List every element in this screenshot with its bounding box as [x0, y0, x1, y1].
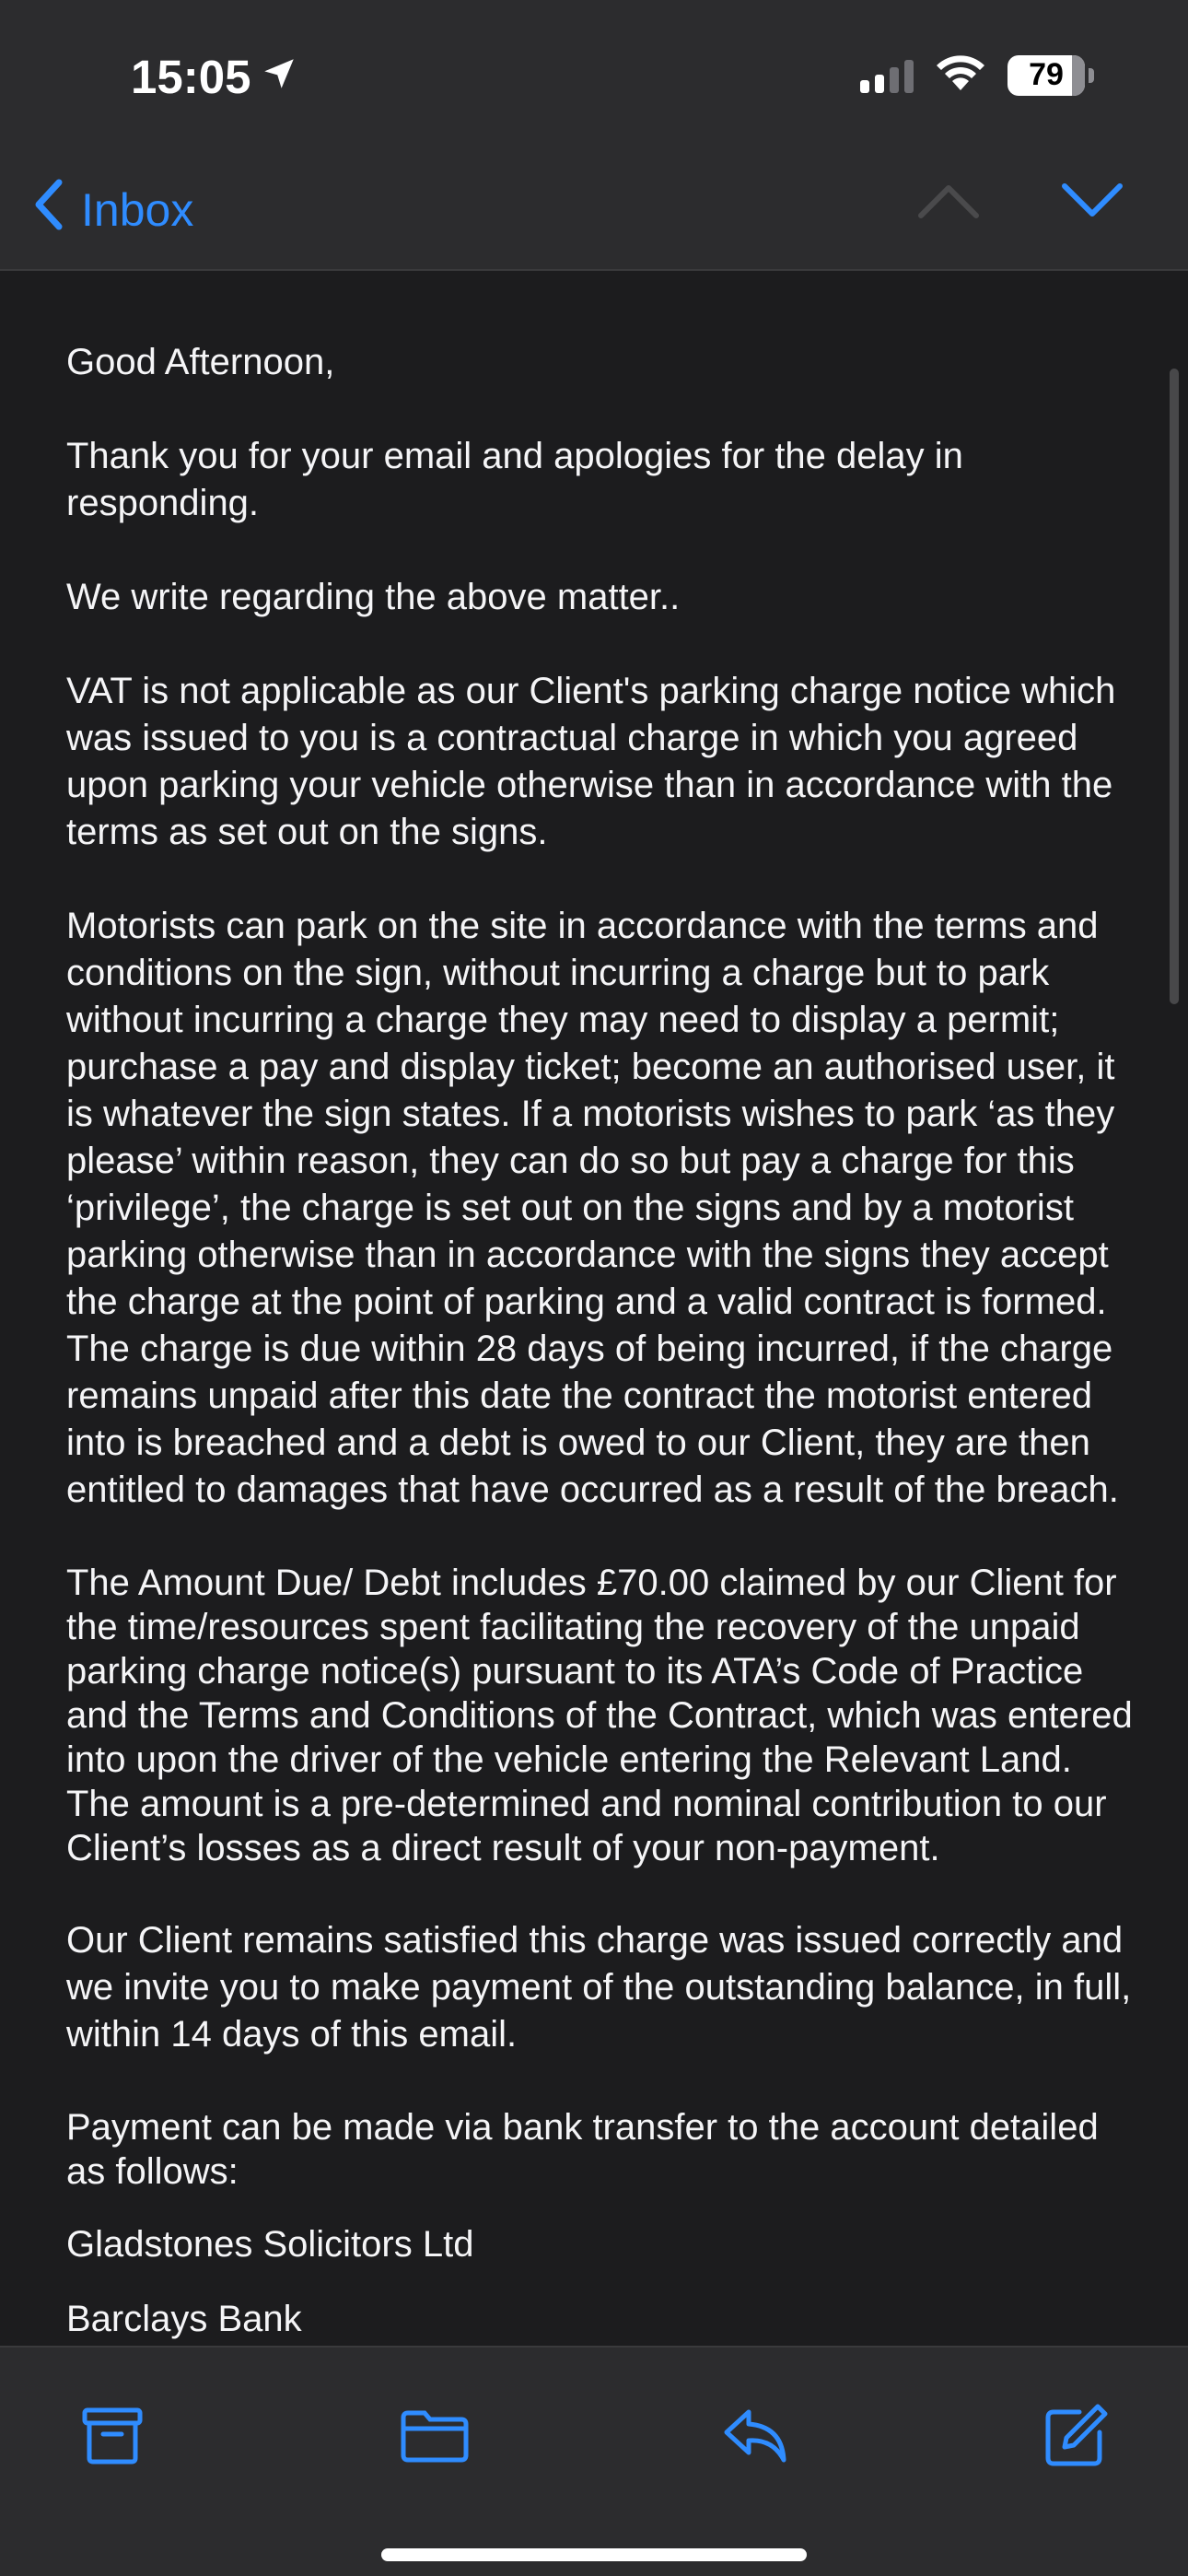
- email-paragraph: Payment can be made via bank transfer to the account detailed as follows:: [66, 2107, 1099, 2192]
- reply-button[interactable]: [718, 2399, 792, 2473]
- chevron-down-icon: [1059, 181, 1125, 221]
- bank-name: Barclays Bank: [66, 2299, 302, 2339]
- reply-icon: [721, 2406, 789, 2465]
- status-time: [131, 50, 298, 104]
- status-time-text: 15:05: [131, 51, 251, 103]
- compose-button[interactable]: [1039, 2399, 1112, 2473]
- back-label: Inbox: [81, 184, 194, 236]
- email-paragraph: VAT is not applicable as our Client's parking charge notice which was issued to you is a contractual charge in which you agreed upon parking your vehicle otherwise than in accordance with the terms as set out on the signs.: [66, 671, 1116, 852]
- top-bar: [0, 0, 1188, 271]
- battery-icon: [1007, 55, 1085, 96]
- chevron-left-icon: [31, 177, 68, 243]
- archive-icon: [81, 2406, 144, 2465]
- move-to-folder-button[interactable]: [398, 2399, 472, 2473]
- next-message-button[interactable]: [1059, 181, 1125, 226]
- email-paragraph: The Amount Due/ Debt includes £70.00 claimed by our Client for the time/resources spent facilitating the recovery of the unpaid parking charge notice(s) pursuant to its ATA’s Code of Practice and the Terms and Conditions of the Contract, which was entered into upon the driver of the vehicle entering the Relevant Land. The amount is a pre-determined and nominal contribution to our Client’s losses as a direct result of your non-payment.: [66, 1563, 1133, 1868]
- compose-icon: [1042, 2403, 1109, 2469]
- back-to-inbox-button[interactable]: [31, 177, 193, 243]
- email-paragraph: We write regarding the above matter..: [66, 577, 681, 617]
- email-paragraph: Thank you for your email and apologies for the delay in responding.: [66, 436, 963, 523]
- email-paragraph: Motorists can park on the site in accordance with the terms and conditions on the sign, without incurring a charge but to park without incurring a charge they may need to display a permit; purchase a pay and display ticket; become an authorised user, it is whatever the sign states. If a motorists wishes to park ‘as they please’ within reason, they can do so but pay a charge for this ‘privilege’, the charge is set out on the signs and by a motorist parking otherwise than in accordance with the signs they accept the charge at the point of parking and a valid contract is formed. The charge is due within 28 days of being incurred, if the charge remains unpaid after this date the contract the motorist entered into is breached and a debt is owed to our Client, they are then entitled to damages that have occurred as a result of the breach.: [66, 906, 1119, 1510]
- payee-name: Gladstones Solicitors Ltd: [66, 2224, 474, 2265]
- previous-message-button[interactable]: [915, 181, 982, 226]
- status-icons: [860, 53, 1085, 97]
- location-arrow-icon: [260, 50, 298, 104]
- bottom-toolbar: [0, 2346, 1188, 2576]
- chevron-up-icon: [915, 181, 982, 221]
- email-paragraph: Good Afternoon,: [66, 342, 335, 382]
- email-body: [66, 339, 1135, 2346]
- scroll-indicator[interactable]: [1170, 369, 1179, 1004]
- archive-button[interactable]: [76, 2399, 149, 2473]
- cellular-signal-icon: [860, 58, 914, 93]
- folder-icon: [400, 2408, 470, 2464]
- email-body-scroll[interactable]: [0, 273, 1188, 2346]
- email-paragraph: Our Client remains satisfied this charge was issued correctly and we invite you to make payment of the outstanding balance, in full, within 14 days of this email.: [66, 1920, 1132, 2055]
- home-indicator[interactable]: [381, 2548, 807, 2561]
- message-navigation: [915, 181, 1125, 226]
- wifi-icon: [934, 53, 987, 97]
- battery-level: 79: [1029, 57, 1064, 92]
